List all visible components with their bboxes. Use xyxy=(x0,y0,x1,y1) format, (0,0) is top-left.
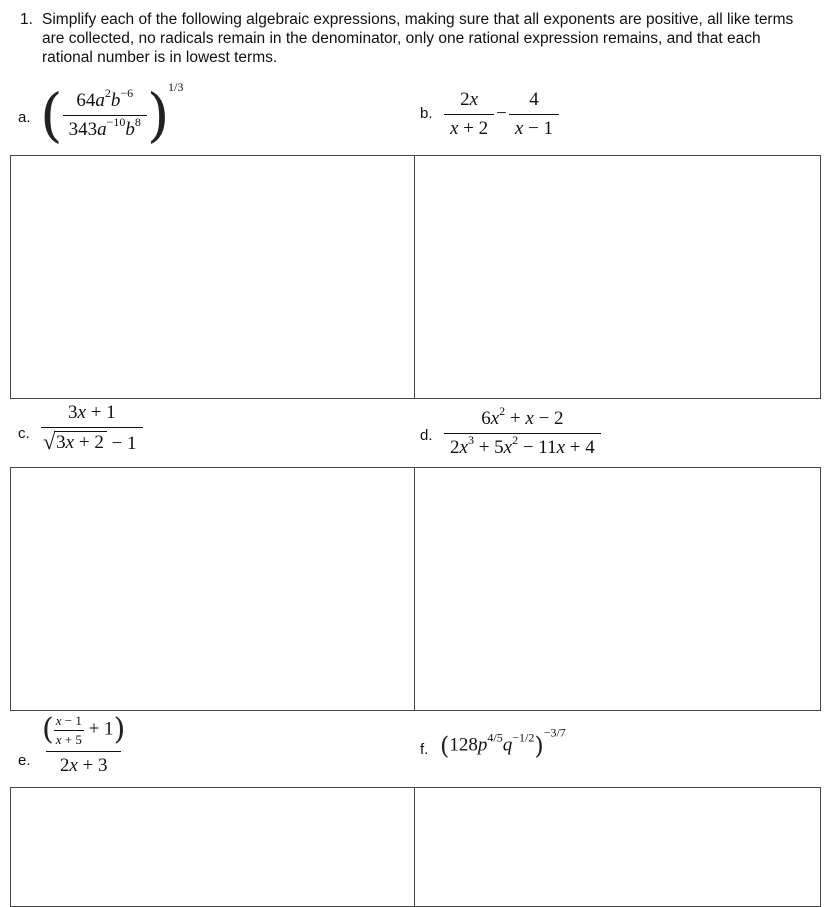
question-text: Simplify each of the following algebraic expressions, making sure that all exponents are positive, all like terms are collected, no radicals remain in the denominator, only one rational expression remains, and that each rational number is in lowest terms. xyxy=(42,11,794,66)
right-paren: ) xyxy=(146,81,170,149)
problem-b-expression: $\frac{2x}{x + 2}$ − $\frac{4}{x - 1}$ xyxy=(444,89,559,140)
problem-c-label: c. xyxy=(18,425,30,442)
left-paren: ( xyxy=(40,81,63,149)
problem-c-expression: 3x + 1 √ 3x + 2 − 1 xyxy=(40,402,144,455)
question-number: 1. xyxy=(20,11,33,28)
answer-box-b[interactable] xyxy=(414,155,821,399)
problem-a-fraction: $\frac{64a^2b^{-6}}{343a^{-10}b^8}$ xyxy=(63,90,147,141)
answer-box-c[interactable] xyxy=(10,467,415,711)
problem-d-label: d. xyxy=(420,427,433,444)
problem-f-label: f. xyxy=(420,741,429,758)
problem-d-expression: $\frac{6x^2 + x - 2}{2x^3 + 5x^2 - 11x + 4}$ xyxy=(444,408,601,459)
question-1 xyxy=(20,10,810,67)
problem-e-label: e. xyxy=(18,752,31,769)
square-root: √ 3x + 2 xyxy=(43,431,107,454)
problem-a-label: a. xyxy=(18,109,31,126)
answer-box-f[interactable] xyxy=(414,787,821,907)
problem-e-expression: ( $\frac{x - 1}{x + 5}$ + 1) 2x + 3 xyxy=(42,712,126,776)
problem-a-expression xyxy=(40,80,184,149)
answer-box-a[interactable] xyxy=(10,155,415,399)
answer-box-e[interactable] xyxy=(10,787,415,907)
answer-box-d[interactable] xyxy=(414,467,821,711)
problem-b-label: b. xyxy=(420,105,433,122)
problem-f-expression: $(128p^{4/5}q^{-1/2})^{-3/7}$ xyxy=(440,725,566,760)
problem-a-outer-exponent: 1/3 xyxy=(168,80,184,94)
